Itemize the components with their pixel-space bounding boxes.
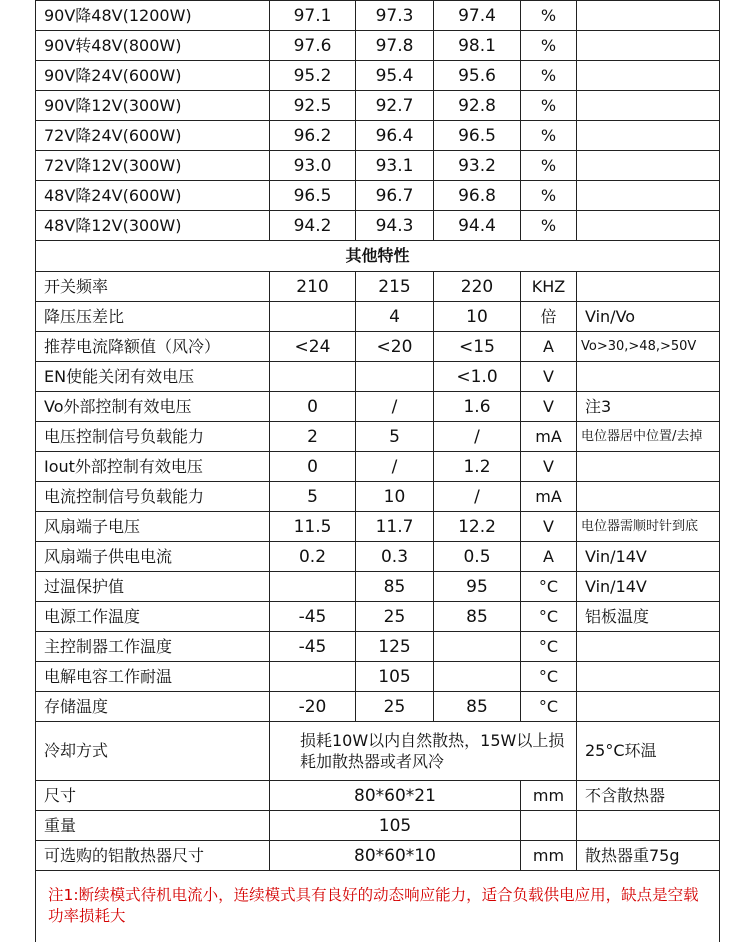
note: Vo>30,>48,>50V [577, 332, 720, 362]
unit: 倍 [521, 302, 577, 332]
min-value: 97.1 [270, 1, 356, 31]
note: 注3 [577, 392, 720, 422]
note: Vin/14V [577, 542, 720, 572]
max-value: / [434, 482, 521, 512]
typ-value: 97.8 [356, 31, 434, 61]
param-label: 开关频率 [36, 272, 270, 302]
typ-value: 215 [356, 272, 434, 302]
max-value: 95.6 [434, 61, 521, 91]
note [577, 31, 720, 61]
unit: % [521, 1, 577, 31]
weight-row [36, 811, 720, 841]
heatsink-value: 80*60*10 [270, 841, 521, 871]
unit: V [521, 362, 577, 392]
unit: % [521, 181, 577, 211]
characteristic-row [36, 662, 720, 692]
param-label: 48V降12V(300W) [36, 211, 270, 241]
param-label: 48V降24V(600W) [36, 181, 270, 211]
max-value: 0.5 [434, 542, 521, 572]
note [577, 91, 720, 121]
max-value: 97.4 [434, 1, 521, 31]
unit: °C [521, 662, 577, 692]
min-value: 11.5 [270, 512, 356, 542]
param-label: 72V降12V(300W) [36, 151, 270, 181]
typ-value: 125 [356, 632, 434, 662]
min-value: <24 [270, 332, 356, 362]
characteristic-row [36, 452, 720, 482]
typ-value: / [356, 392, 434, 422]
param-label: 推荐电流降额值（风冷） [36, 332, 270, 362]
max-value: 94.4 [434, 211, 521, 241]
cooling-note: 25°C环温 [577, 722, 720, 781]
note [577, 61, 720, 91]
note [577, 211, 720, 241]
weight-label: 重量 [36, 811, 270, 841]
misc-section [36, 722, 720, 871]
max-value [434, 662, 521, 692]
characteristic-row [36, 602, 720, 632]
param-label: 存储温度 [36, 692, 270, 722]
unit: °C [521, 632, 577, 662]
typ-value: 97.3 [356, 1, 434, 31]
typ-value: <20 [356, 332, 434, 362]
param-label: 90V降48V(1200W) [36, 1, 270, 31]
typ-value: 92.7 [356, 91, 434, 121]
param-label: 风扇端子电压 [36, 512, 270, 542]
unit: % [521, 151, 577, 181]
min-value: 210 [270, 272, 356, 302]
note [577, 151, 720, 181]
unit: % [521, 211, 577, 241]
param-label: 电解电容工作耐温 [36, 662, 270, 692]
min-value: 5 [270, 482, 356, 512]
unit: °C [521, 692, 577, 722]
cooling-label: 冷却方式 [36, 722, 270, 781]
characteristic-row [36, 392, 720, 422]
efficiency-row [36, 91, 720, 121]
max-value: / [434, 422, 521, 452]
param-label: 90V转48V(800W) [36, 31, 270, 61]
max-value [434, 632, 521, 662]
min-value: -45 [270, 632, 356, 662]
note: Vin/14V [577, 572, 720, 602]
note: Vin/Vo [577, 302, 720, 332]
heatsink-unit: mm [521, 841, 577, 871]
efficiency-row [36, 121, 720, 151]
param-label: Vo外部控制有效电压 [36, 392, 270, 422]
param-label: EN使能关闭有效电压 [36, 362, 270, 392]
min-value: 94.2 [270, 211, 356, 241]
max-value: 96.8 [434, 181, 521, 211]
typ-value: 11.7 [356, 512, 434, 542]
characteristic-row [36, 362, 720, 392]
min-value: 93.0 [270, 151, 356, 181]
max-value: 93.2 [434, 151, 521, 181]
min-value [270, 362, 356, 392]
characteristic-row [36, 422, 720, 452]
spec-table [35, 0, 720, 871]
max-value: 12.2 [434, 512, 521, 542]
section-header-row [36, 241, 720, 272]
unit: % [521, 121, 577, 151]
footnote: 注1:断续模式待机电流小，连续模式具有良好的动态响应能力，适合负载供电应用，缺点是空载功率损耗大 [48, 886, 699, 925]
unit: A [521, 332, 577, 362]
characteristic-row [36, 482, 720, 512]
typ-value: / [356, 452, 434, 482]
min-value: -20 [270, 692, 356, 722]
max-value: 92.8 [434, 91, 521, 121]
characteristic-row [36, 332, 720, 362]
efficiency-section [36, 1, 720, 241]
unit: A [521, 542, 577, 572]
max-value: 220 [434, 272, 521, 302]
min-value: 92.5 [270, 91, 356, 121]
size-value: 80*60*21 [270, 781, 521, 811]
note [577, 181, 720, 211]
max-value: <15 [434, 332, 521, 362]
typ-value: 95.4 [356, 61, 434, 91]
unit: V [521, 512, 577, 542]
min-value [270, 572, 356, 602]
max-value: 85 [434, 602, 521, 632]
weight-note [577, 811, 720, 841]
unit: V [521, 452, 577, 482]
efficiency-row [36, 61, 720, 91]
heatsink-label: 可选购的铝散热器尺寸 [36, 841, 270, 871]
param-label: 90V降12V(300W) [36, 91, 270, 121]
note [577, 272, 720, 302]
typ-value: 94.3 [356, 211, 434, 241]
typ-value: 10 [356, 482, 434, 512]
weight-value: 105 [270, 811, 521, 841]
max-value: 96.5 [434, 121, 521, 151]
typ-value: 0.3 [356, 542, 434, 572]
other-characteristics [36, 272, 720, 722]
param-label: 主控制器工作温度 [36, 632, 270, 662]
min-value: 2 [270, 422, 356, 452]
min-value: 0 [270, 452, 356, 482]
typ-value: 96.4 [356, 121, 434, 151]
heatsink-row [36, 841, 720, 871]
param-label: 过温保护值 [36, 572, 270, 602]
unit: °C [521, 572, 577, 602]
param-label: Iout外部控制有效电压 [36, 452, 270, 482]
efficiency-row [36, 1, 720, 31]
note: 铝板温度 [577, 602, 720, 632]
size-note: 不含散热器 [577, 781, 720, 811]
typ-value: 5 [356, 422, 434, 452]
min-value: 95.2 [270, 61, 356, 91]
min-value: 0.2 [270, 542, 356, 572]
param-label: 电压控制信号负载能力 [36, 422, 270, 452]
note [577, 452, 720, 482]
note [577, 1, 720, 31]
cooling-text: 损耗10W以内自然散热，15W以上损耗加散热器或者风冷 [270, 722, 577, 781]
unit: °C [521, 602, 577, 632]
size-row [36, 781, 720, 811]
max-value: 1.2 [434, 452, 521, 482]
efficiency-row [36, 211, 720, 241]
other-section [36, 241, 720, 272]
min-value: 97.6 [270, 31, 356, 61]
size-label: 尺寸 [36, 781, 270, 811]
unit: % [521, 61, 577, 91]
max-value: 85 [434, 692, 521, 722]
note: 电位器居中位置/去掉 [577, 422, 720, 452]
param-label: 电源工作温度 [36, 602, 270, 632]
characteristic-row [36, 272, 720, 302]
efficiency-row [36, 151, 720, 181]
note [577, 662, 720, 692]
param-label: 电流控制信号负载能力 [36, 482, 270, 512]
typ-value: 105 [356, 662, 434, 692]
size-unit: mm [521, 781, 577, 811]
note [577, 362, 720, 392]
typ-value: 4 [356, 302, 434, 332]
typ-value: 25 [356, 602, 434, 632]
max-value: <1.0 [434, 362, 521, 392]
unit: mA [521, 482, 577, 512]
characteristic-row [36, 632, 720, 662]
min-value: 96.5 [270, 181, 356, 211]
param-label: 降压压差比 [36, 302, 270, 332]
param-label: 72V降24V(600W) [36, 121, 270, 151]
typ-value: 85 [356, 572, 434, 602]
max-value: 1.6 [434, 392, 521, 422]
characteristic-row [36, 512, 720, 542]
min-value: 0 [270, 392, 356, 422]
unit: KHZ [521, 272, 577, 302]
min-value: 96.2 [270, 121, 356, 151]
heatsink-note: 散热器重75g [577, 841, 720, 871]
typ-value: 96.7 [356, 181, 434, 211]
max-value: 95 [434, 572, 521, 602]
min-value [270, 302, 356, 332]
param-label: 90V降24V(600W) [36, 61, 270, 91]
typ-value: 25 [356, 692, 434, 722]
unit: V [521, 392, 577, 422]
characteristic-row [36, 572, 720, 602]
unit: mA [521, 422, 577, 452]
note [577, 632, 720, 662]
typ-value: 93.1 [356, 151, 434, 181]
section-header: 其他特性 [36, 241, 720, 272]
min-value [270, 662, 356, 692]
typ-value [356, 362, 434, 392]
note [577, 482, 720, 512]
efficiency-row [36, 31, 720, 61]
characteristic-row [36, 302, 720, 332]
characteristic-row [36, 692, 720, 722]
note [577, 692, 720, 722]
unit: % [521, 31, 577, 61]
max-value: 98.1 [434, 31, 521, 61]
unit: % [521, 91, 577, 121]
note: 电位器需顺时针到底 [577, 512, 720, 542]
note [577, 121, 720, 151]
characteristic-row [36, 542, 720, 572]
min-value: -45 [270, 602, 356, 632]
weight-unit [521, 811, 577, 841]
efficiency-row [36, 181, 720, 211]
param-label: 风扇端子供电电流 [36, 542, 270, 572]
max-value: 10 [434, 302, 521, 332]
cooling-row [36, 722, 720, 781]
